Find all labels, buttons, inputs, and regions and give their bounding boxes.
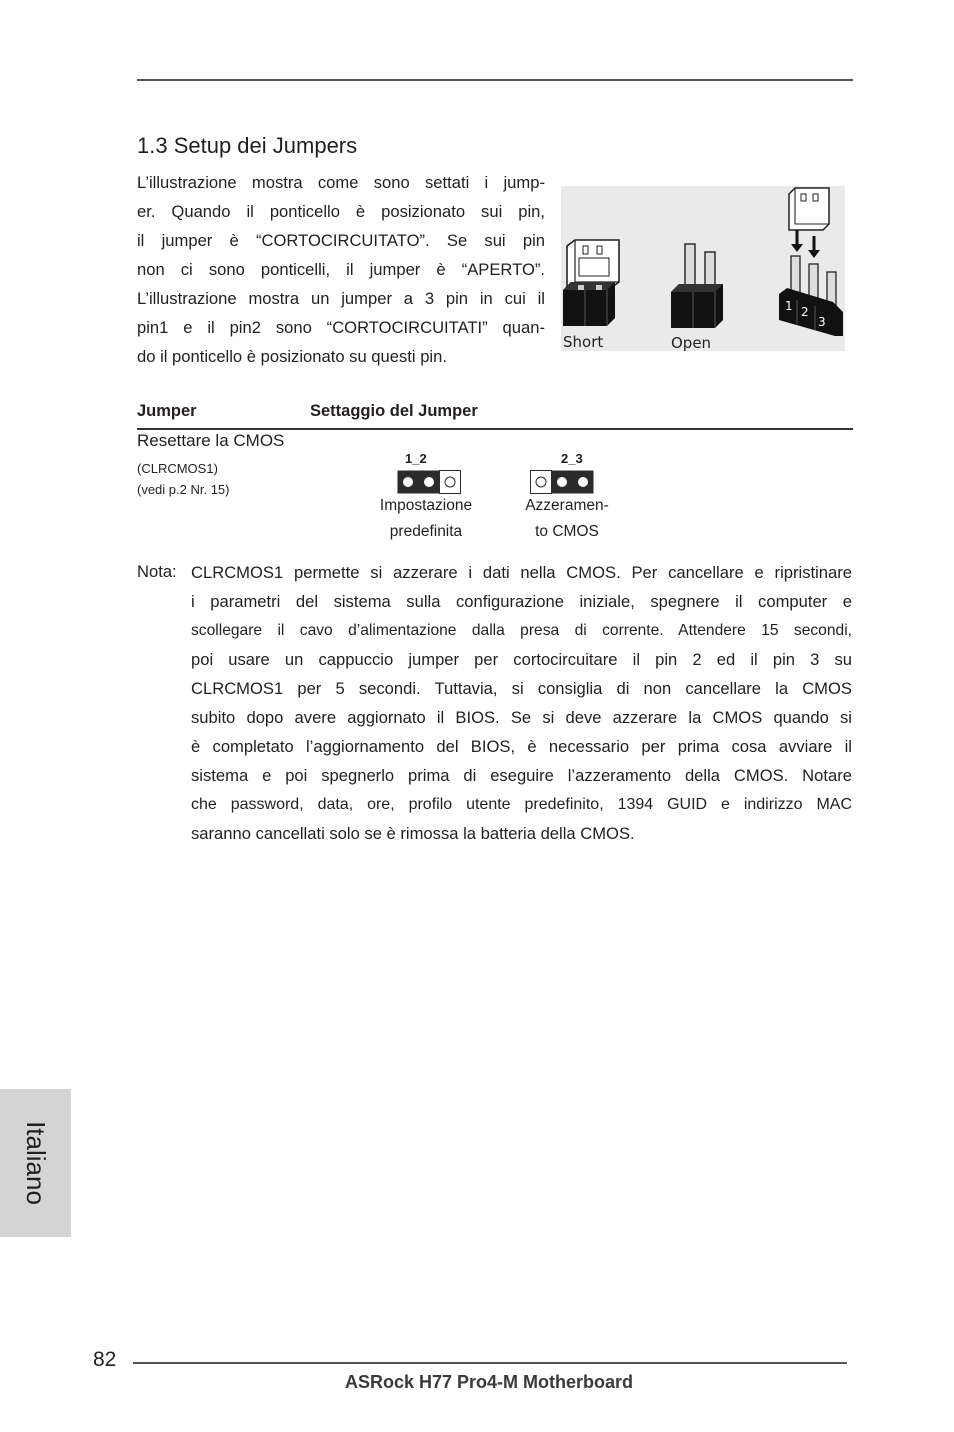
language-side-tab (0, 1089, 71, 1237)
pin-number: 1 (785, 299, 793, 313)
short-jumper-cap (567, 240, 619, 288)
intro-line: er. Quando il ponticello è posizionato sui pin, (137, 202, 545, 221)
table-header-rule (137, 428, 853, 430)
pin-number: 2 (801, 305, 809, 319)
short-label: Short (563, 333, 604, 351)
down-arrow-icon (791, 230, 820, 258)
note-line: subito dopo avere aggiornato il BIOS. Se si deve azzerare la CMOS quando si (191, 708, 852, 727)
clear-caption-line2: to CMOS (535, 523, 599, 540)
note-line: CLRCMOS1 per 5 secondi. Tuttavia, si consiglia di non cancellare la CMOS (191, 679, 852, 698)
note-label: Nota: (137, 562, 177, 581)
open-pin-header (671, 284, 723, 328)
footer-product-name: ASRock H77 Pro4-M Motherboard (345, 1372, 634, 1392)
clear-pins-label: 2_3 (561, 451, 583, 466)
pin-number: 3 (818, 315, 826, 329)
intro-line: L’illustrazione mostra un jumper a 3 pin in cui il (137, 289, 545, 308)
footer-rule (133, 1362, 847, 1364)
row-jumper-name: Resettare la CMOS (137, 431, 285, 450)
row-jumper-ref: (vedi p.2 Nr. 15) (137, 482, 230, 497)
intro-line: il jumper è “CORTOCIRCUITATO”. Se sui pin (137, 231, 545, 250)
intro-line: pin1 e il pin2 sono “CORTOCIRCUITATI” quan- (137, 318, 545, 337)
intro-line: L’illustrazione mostra come sono settati i jump- (137, 173, 545, 192)
three-pin-jumper-cap (789, 188, 829, 230)
note-line: sistema e poi spegnerlo prima di eseguire l’azzeramento della CMOS. Notare (191, 766, 852, 785)
intro-paragraph (137, 168, 545, 371)
note-line: i parametri del sistema sulla configurazione iniziale, spegnere il computer e (191, 592, 852, 611)
table-header-jumper: Jumper (137, 402, 197, 420)
short-pin-header (563, 282, 615, 326)
row-jumper-id: (CLRCMOS1) (137, 461, 218, 476)
page-number: 82 (93, 1348, 117, 1371)
note-line: che password, data, ore, profilo utente predefinito, 1394 GUID e indirizzo MAC (191, 796, 852, 813)
section-title: 1.3 Setup dei Jumpers (137, 133, 358, 158)
jumper-illustration (561, 186, 845, 351)
default-caption-line2: predefinita (389, 523, 463, 540)
table-header-setting: Settaggio del Jumper (310, 402, 478, 420)
jumper-diagram-svg (561, 186, 845, 351)
default-caption-line1: Impostazione (379, 497, 473, 514)
open-label: Open (671, 334, 712, 351)
note-line: poi usare un cappuccio jumper per cortocircuitare il pin 2 ed il pin 3 su (191, 650, 852, 669)
note-paragraph (191, 558, 852, 848)
default-pins-label: 1_2 (405, 451, 427, 466)
note-line: CLRCMOS1 permette si azzerare i dati nella CMOS. Per cancellare e ripristinare (191, 563, 852, 582)
language-side-tab-label: Italiano (21, 1121, 51, 1205)
note-line: saranno cancellati solo se è rimossa la batteria della CMOS. (191, 824, 635, 843)
top-rule (137, 79, 853, 81)
intro-line: do il ponticello è posizionato su questi pin. (137, 347, 447, 366)
intro-line: non ci sono ponticelli, il jumper è “APERTO”. (137, 260, 545, 279)
clear-caption-line1: Azzeramen- (525, 497, 609, 514)
note-line: è completato l’aggiornamento del BIOS, è necessario per prima cosa avviare il (191, 737, 852, 756)
note-line: scollegare il cavo d’alimentazione dalla presa di corrente. Attendere 15 secondi, (191, 622, 852, 639)
